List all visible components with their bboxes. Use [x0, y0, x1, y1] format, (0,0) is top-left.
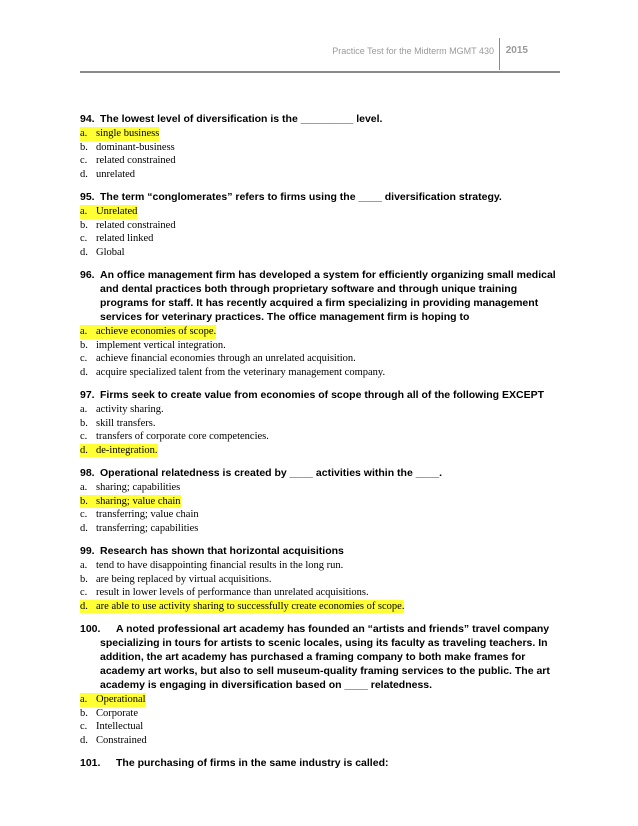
option-text: are being replaced by virtual acquisitions. — [96, 573, 272, 585]
answer-option — [80, 417, 565, 431]
option-text: Global — [96, 246, 125, 258]
option-letter: c. — [80, 155, 88, 166]
answer-option — [80, 495, 565, 509]
question-block — [80, 190, 565, 259]
question-block — [80, 466, 565, 535]
option-text: dominant-business — [96, 141, 175, 153]
option-text: transferring; capabilities — [96, 522, 199, 534]
answer-option — [80, 508, 565, 522]
answer-option — [80, 573, 565, 587]
question-number: 100. — [80, 623, 101, 635]
option-text: achieve financial economies through an unrelated acquisition. — [96, 353, 356, 364]
highlighted-answer: sharing; value chain — [96, 495, 181, 507]
question-text — [80, 268, 565, 324]
option-text: implement vertical integration. — [96, 339, 226, 351]
question-number: 98. — [80, 467, 95, 479]
answer-option — [80, 693, 565, 707]
answer-option — [80, 168, 565, 182]
answer-option — [80, 559, 565, 573]
option-letter: d. — [80, 522, 88, 534]
option-letter: b. — [80, 495, 96, 509]
answer-option — [80, 325, 565, 339]
option-letter: b. — [80, 339, 88, 351]
question-text — [80, 756, 565, 770]
option-letter: a. — [80, 325, 96, 339]
option-text: Constrained — [96, 734, 147, 746]
question-block — [80, 268, 565, 379]
option-letter: b. — [80, 141, 88, 153]
question-block — [80, 544, 565, 613]
highlighted-answer: Operational — [96, 694, 146, 705]
question-prompt: An office management firm has developed a system for efficiently organizing small medical and dental practices both through proprietary software and through unique training programs for staff. It has recently acquired a firm specializing in providing management services for veterinary practices. The office management firm is hoping to — [100, 269, 556, 323]
answer-option — [80, 141, 565, 155]
question-number: 99. — [80, 545, 95, 557]
question-number: 94. — [80, 113, 95, 125]
answer-option — [80, 430, 565, 444]
option-text: Corporate — [96, 707, 138, 719]
answer-option — [80, 600, 565, 614]
answer-option — [80, 720, 565, 734]
question-prompt: A noted professional art academy has founded an “artists and friends” travel company specializing in tours for artists to scenic locales, using its faculty as traveling teachers. In addition, the art academy has purchased a framing company to both make frames for academy art works, but also to sell museum-quality framing services to the public. The art academy is engaging in diversification based on ____ relatedness. — [100, 623, 550, 691]
option-letter: a. — [80, 127, 96, 141]
answer-options — [80, 325, 565, 379]
answer-option — [80, 219, 565, 233]
option-letter: c. — [80, 587, 88, 598]
option-text: related constrained — [96, 219, 176, 231]
highlighted-answer: are able to use activity sharing to successfully create economies of scope. — [96, 600, 405, 612]
option-letter: d. — [80, 246, 88, 258]
question-list — [80, 112, 565, 779]
option-letter: a. — [80, 482, 88, 493]
option-text: acquire specialized talent from the veterinary management company. — [96, 366, 386, 378]
option-letter: d. — [80, 444, 96, 458]
question-block — [80, 756, 565, 770]
answer-option — [80, 246, 565, 260]
highlighted-answer: de-integration. — [96, 444, 158, 456]
answer-option — [80, 403, 565, 417]
question-prompt: The term “conglomerates” refers to firms using the ____ diversification strategy. — [100, 191, 502, 203]
option-text: related constrained — [96, 155, 176, 166]
question-text — [80, 388, 565, 402]
header-rule — [80, 71, 560, 73]
option-letter: c. — [80, 509, 88, 520]
answer-options — [80, 481, 565, 535]
question-block — [80, 622, 565, 747]
answer-option — [80, 339, 565, 353]
question-block — [80, 112, 565, 181]
question-prompt: Firms seek to create value from economies of scope through all of the following EXCEPT — [100, 389, 545, 401]
question-text — [80, 466, 565, 480]
option-text: activity sharing. — [96, 404, 164, 415]
option-letter: a. — [80, 205, 96, 219]
question-prompt: The lowest level of diversification is the _________ level. — [100, 113, 383, 125]
option-text: skill transfers. — [96, 417, 156, 429]
option-text: result in lower levels of performance than unrelated acquisitions. — [96, 587, 369, 598]
question-text — [80, 190, 565, 204]
option-letter: b. — [80, 573, 88, 585]
option-text: sharing; capabilities — [96, 482, 181, 493]
answer-option — [80, 127, 565, 141]
header-title: Practice Test for the Midterm MGMT 430 — [332, 46, 494, 56]
question-prompt: Research has shown that horizontal acquisitions — [100, 545, 344, 557]
answer-option — [80, 522, 565, 536]
option-letter: c. — [80, 721, 88, 732]
option-letter: d. — [80, 734, 88, 746]
page-header — [80, 38, 560, 70]
option-letter: a. — [80, 560, 88, 571]
option-letter: b. — [80, 707, 88, 719]
option-letter: c. — [80, 233, 88, 244]
answer-option — [80, 481, 565, 495]
option-letter: c. — [80, 431, 88, 442]
question-number: 95. — [80, 191, 95, 203]
question-block — [80, 388, 565, 457]
question-prompt: Operational relatedness is created by ____ activities within the ____. — [100, 467, 442, 479]
answer-option — [80, 586, 565, 600]
option-text: transferring; value chain — [96, 509, 199, 520]
option-letter: b. — [80, 417, 88, 429]
option-letter: a. — [80, 404, 88, 415]
option-text: transfers of corporate core competencies. — [96, 431, 269, 442]
answer-option — [80, 366, 565, 380]
answer-options — [80, 559, 565, 613]
option-letter: d. — [80, 366, 88, 378]
answer-option — [80, 205, 565, 219]
option-text: related linked — [96, 233, 154, 244]
answer-option — [80, 232, 565, 246]
question-number: 96. — [80, 269, 95, 281]
option-text: tend to have disappointing financial results in the long run. — [96, 560, 344, 571]
answer-options — [80, 403, 565, 457]
highlighted-answer: Unrelated — [96, 206, 138, 217]
answer-options — [80, 205, 565, 259]
option-letter: b. — [80, 219, 88, 231]
answer-option — [80, 154, 565, 168]
answer-option — [80, 707, 565, 721]
question-number: 101. — [80, 757, 101, 769]
answer-options — [80, 127, 565, 181]
highlighted-answer: single business — [96, 128, 160, 139]
question-prompt: The purchasing of firms in the same industry is called: — [116, 757, 389, 769]
header-year: 2015 — [505, 45, 528, 56]
question-text — [80, 112, 565, 126]
answer-option — [80, 352, 565, 366]
answer-option — [80, 734, 565, 748]
highlighted-answer: achieve economies of scope. — [96, 326, 217, 337]
header-separator — [499, 38, 500, 70]
option-letter: d. — [80, 600, 96, 614]
question-number: 97. — [80, 389, 95, 401]
question-text — [80, 622, 565, 692]
option-text: unrelated — [96, 168, 136, 180]
option-text: Intellectual — [96, 721, 144, 732]
answer-options — [80, 693, 565, 747]
question-text — [80, 544, 565, 558]
answer-option — [80, 444, 565, 458]
option-letter: a. — [80, 693, 96, 707]
option-letter: c. — [80, 353, 88, 364]
option-letter: d. — [80, 168, 88, 180]
